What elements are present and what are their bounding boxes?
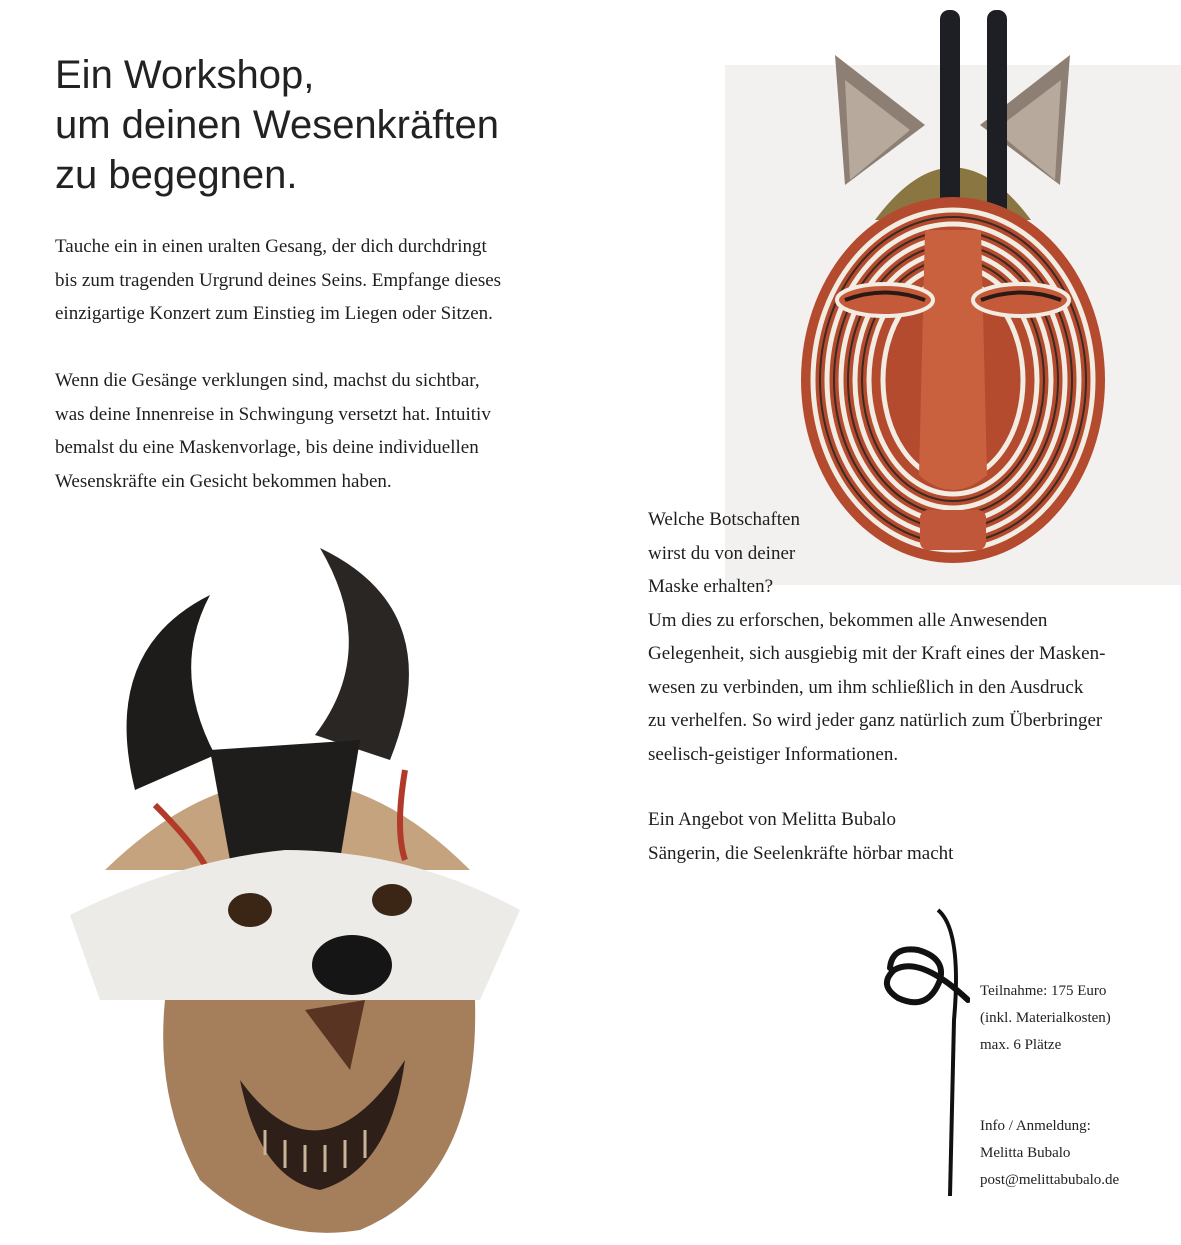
paragraph-line: bis zum tragenden Urgrund deines Seins. Empfange dieses — [55, 269, 502, 291]
calligraphic-logo-icon — [880, 900, 970, 1200]
offer-line: Sängerin, die Seelenkräfte hörbar macht — [648, 842, 954, 864]
headline-line: um deinen Wesenkräften — [55, 103, 499, 147]
info-line: Info / Anmeldung: — [980, 1118, 1091, 1134]
third-paragraph — [648, 503, 1105, 771]
headline — [55, 50, 615, 200]
paragraph-line: bemalst du eine Maskenvorlage, bis deine individuellen — [55, 437, 479, 458]
info-line: (inkl. Materialkosten) — [980, 1010, 1111, 1026]
info-line: Melitta Bubalo — [980, 1145, 1071, 1161]
headline-line: zu begegnen. — [55, 153, 298, 197]
african-mask-image — [725, 5, 1181, 585]
contact-info — [980, 1113, 1119, 1194]
headline-line: Ein Workshop, — [55, 53, 315, 97]
second-paragraph — [55, 364, 491, 498]
paragraph-line: wirst du von deiner — [648, 542, 796, 564]
paragraph-line: einzigartige Konzert zum Einstieg im Liegen oder Sitzen. — [55, 303, 493, 324]
paragraph-line: Um dies zu erforschen, bekommen alle Anwesenden — [648, 609, 1048, 631]
paragraph-line: Welche Botschaften — [648, 509, 800, 530]
offer-text — [648, 803, 953, 870]
paragraph-line: was deine Innenreise in Schwingung versetzt hat. Intuitiv — [55, 403, 491, 425]
paragraph-line: Tauche ein in einen uralten Gesang, der dich durchdringt — [55, 236, 487, 257]
horned-mask-image — [60, 540, 540, 1245]
info-line: max. 6 Plätze — [980, 1037, 1062, 1053]
paragraph-line: wesen zu verbinden, um ihm schließlich in den Ausdruck — [648, 676, 1084, 698]
paragraph-line: zu verhelfen. So wird jeder ganz natürlich zum Überbringer — [648, 710, 1103, 731]
paragraph-line: seelisch-geistiger Informationen. — [648, 743, 899, 765]
paragraph-line: Gelegenheit, sich ausgiebig mit der Kraft eines der Masken- — [648, 643, 1106, 664]
paragraph-line: Wenn die Gesänge verklungen sind, machst du sichtbar, — [55, 370, 480, 391]
contact-email[interactable]: post@melittabubalo.de — [980, 1172, 1120, 1188]
paragraph-line: Wesenskräfte ein Gesicht bekommen haben. — [55, 470, 392, 492]
offer-line: Ein Angebot von Melitta Bubalo — [648, 809, 897, 830]
info-line: Teilnahme: 175 Euro — [980, 983, 1107, 999]
participation-info — [980, 978, 1111, 1059]
paragraph-line: Maske erhalten? — [648, 576, 774, 597]
intro-paragraph — [55, 230, 501, 331]
